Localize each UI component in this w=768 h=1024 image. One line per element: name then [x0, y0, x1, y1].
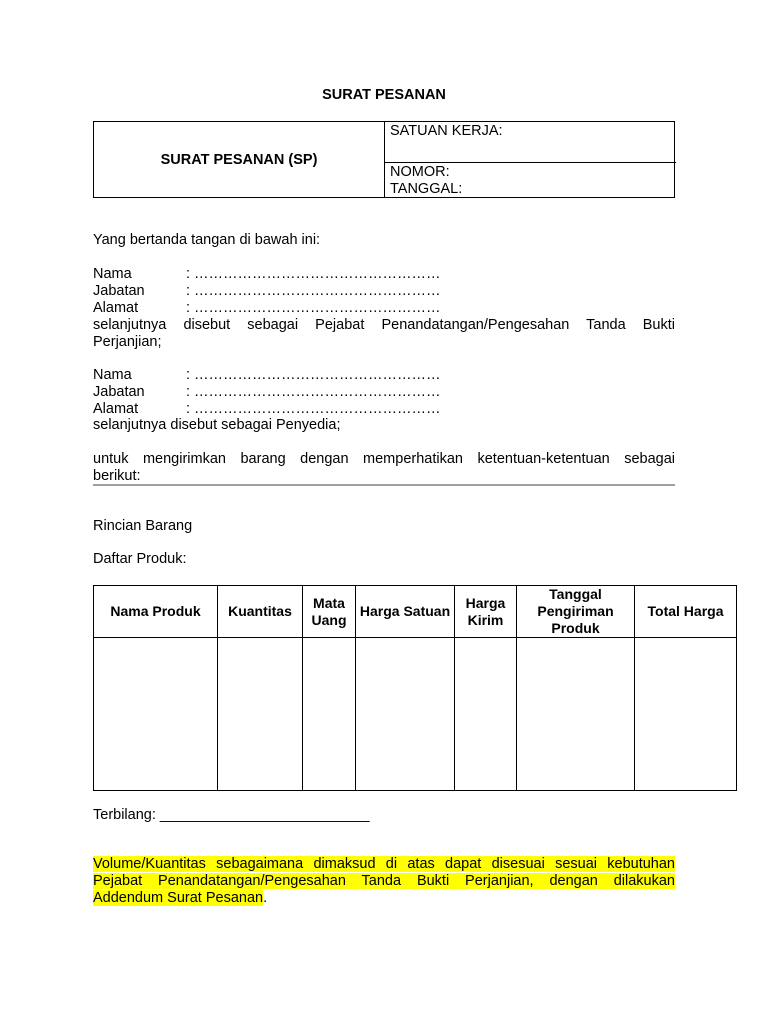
table-cell — [356, 638, 455, 791]
col-header: Nama Produk — [94, 586, 218, 638]
table-cell — [94, 638, 218, 791]
tanggal-label: TANGGAL: — [390, 181, 463, 197]
highlighted-text: Pejabat Penandatangan/Pengesahan Tanda Bukti Perjanjian, dengan dilakukan — [93, 873, 675, 889]
party2-nama-row — [93, 367, 441, 384]
field-label: Nama — [93, 266, 132, 282]
table-cell — [303, 638, 356, 791]
table-header-row — [94, 586, 737, 638]
table-cell — [218, 638, 303, 791]
field-value: : …………………………………………… — [186, 283, 441, 299]
highlighted-text: Addendum Surat Pesanan — [93, 890, 264, 906]
col-header: Total Harga — [635, 586, 737, 638]
col-header: Tanggal Pengiriman Produk — [517, 586, 635, 638]
note-period: . — [263, 890, 268, 906]
note-line — [93, 890, 675, 907]
header-sp-title: SURAT PESANAN (SP) — [160, 152, 318, 168]
field-label: Alamat — [93, 300, 139, 316]
party1-alamat-row — [93, 300, 441, 317]
field-label: Nama — [93, 367, 132, 383]
table-cell — [455, 638, 517, 791]
table-row — [94, 638, 737, 791]
product-table — [93, 585, 737, 791]
party2-jabatan-row — [93, 384, 441, 401]
party1-jabatan-row — [93, 283, 441, 300]
field-label: Jabatan — [93, 384, 145, 400]
nomor-label: NOMOR: — [390, 164, 450, 180]
header-divider-vertical — [384, 122, 385, 197]
party2-alamat-row — [93, 401, 441, 418]
col-header: Harga Satuan — [356, 586, 455, 638]
party1-nama-row — [93, 266, 441, 283]
table-cell — [635, 638, 737, 791]
header-box — [93, 121, 675, 198]
party1-desc-line2: Perjanjian; — [93, 334, 162, 350]
terbilang-line: Terbilang: __________________________ — [93, 807, 370, 823]
party2-desc: selanjutnya disebut sebagai Penyedia; — [93, 417, 341, 433]
satuan-kerja-label: SATUAN KERJA: — [390, 123, 503, 139]
field-value: : …………………………………………… — [186, 367, 441, 383]
note-line — [93, 873, 675, 890]
section-divider — [93, 484, 675, 486]
purpose-line1: untuk mengirimkan barang dengan memperhatikan ketentuan-ketentuan sebagai — [93, 451, 675, 467]
party1-desc-line1: selanjutnya disebut sebagai Pejabat Penandatangan/Pengesahan Tanda Bukti — [93, 317, 675, 333]
addendum-note — [93, 856, 675, 907]
daftar-produk-heading: Daftar Produk: — [93, 551, 187, 567]
table-cell — [517, 638, 635, 791]
document-title: SURAT PESANAN — [322, 87, 446, 103]
field-label: Alamat — [93, 401, 139, 417]
col-header: Kuantitas — [218, 586, 303, 638]
col-header: Mata Uang — [303, 586, 356, 638]
field-value: : …………………………………………… — [186, 300, 441, 316]
field-value: : …………………………………………… — [186, 401, 441, 417]
note-line — [93, 856, 675, 873]
field-value: : …………………………………………… — [186, 384, 441, 400]
highlighted-text: Volume/Kuantitas sebagaimana dimaksud di atas dapat disesuai sesuai kebutuhan — [93, 856, 675, 872]
header-divider-horizontal — [384, 162, 676, 163]
intro-text: Yang bertanda tangan di bawah ini: — [93, 232, 321, 248]
field-label: Jabatan — [93, 283, 145, 299]
purpose-line2: berikut: — [93, 468, 141, 484]
col-header: Harga Kirim — [455, 586, 517, 638]
rincian-heading: Rincian Barang — [93, 518, 193, 534]
field-value: : …………………………………………… — [186, 266, 441, 282]
